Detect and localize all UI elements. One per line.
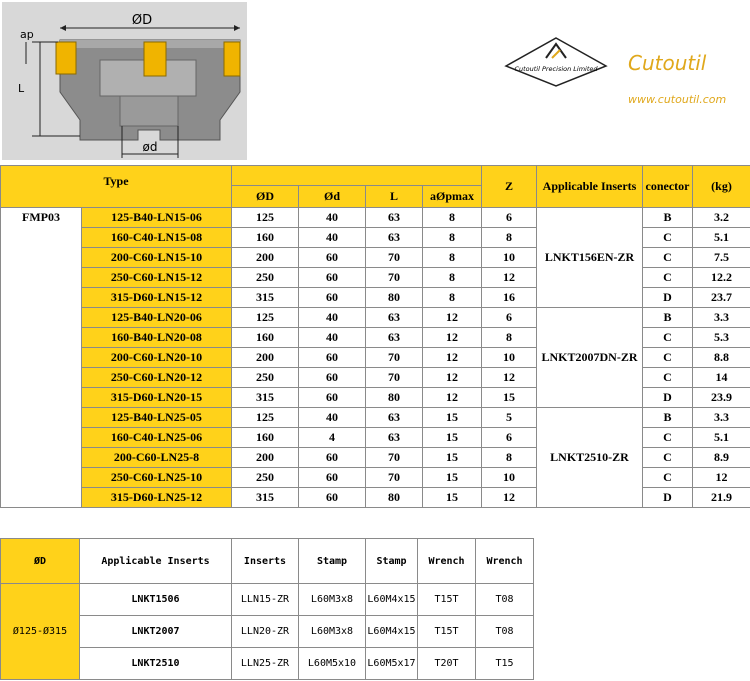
cell-L: 63 (366, 308, 423, 328)
model-cell: 160-B40-LN20-08 (82, 328, 232, 348)
brand-name: Cutoutil (628, 51, 707, 75)
company-logo (500, 36, 612, 88)
cell-d: 40 (299, 208, 366, 228)
model-cell: 160-C40-LN25-06 (82, 428, 232, 448)
cell-stamp1: L60M5x10 (299, 648, 366, 680)
logo-text: Cutoutil Precision Limited (514, 65, 598, 73)
cell-D: 125 (232, 408, 299, 428)
cell-L: 63 (366, 328, 423, 348)
insert-group-cell: LNKT156EN-ZR (537, 208, 643, 308)
spec-table (0, 165, 750, 508)
cell-stamp2: L60M4x15 (366, 584, 418, 616)
connector-cell: C (643, 468, 693, 488)
insert-cell: LNKT2510 (80, 648, 232, 680)
cell-ap: 8 (423, 208, 482, 228)
ins-header-applicable: Applicable Inserts (80, 539, 232, 584)
weight-cell: 3.3 (693, 308, 750, 328)
table-row (1, 648, 534, 680)
cell-L: 70 (366, 368, 423, 388)
insert-cell: LNKT1506 (80, 584, 232, 616)
model-cell: 315-D60-LN20-15 (82, 388, 232, 408)
weight-cell: 14 (693, 368, 750, 388)
cell-D: 250 (232, 268, 299, 288)
cell-Z: 6 (482, 208, 537, 228)
cell-ap: 15 (423, 428, 482, 448)
ins-header-stamp1: Stamp (299, 539, 366, 584)
cell-L: 80 (366, 488, 423, 508)
cell-ap: 15 (423, 488, 482, 508)
cell-Z: 15 (482, 388, 537, 408)
cell-L: 70 (366, 448, 423, 468)
cell-D: 160 (232, 228, 299, 248)
model-cell: 200-C60-LN15-10 (82, 248, 232, 268)
table-row (1, 208, 750, 228)
cell-Z: 6 (482, 428, 537, 448)
connector-cell: D (643, 388, 693, 408)
table-row (1, 584, 534, 616)
cell-ap: 12 (423, 348, 482, 368)
cell-Z: 8 (482, 448, 537, 468)
cell-L: 70 (366, 248, 423, 268)
cell-d: 60 (299, 248, 366, 268)
cell-Z: 8 (482, 328, 537, 348)
cell-d: 40 (299, 408, 366, 428)
model-cell: 160-C40-LN15-08 (82, 228, 232, 248)
weight-header: (kg) (693, 166, 750, 208)
cell-d: 40 (299, 308, 366, 328)
cell-Z: 10 (482, 348, 537, 368)
connector-cell: C (643, 228, 693, 248)
cell-d: 60 (299, 468, 366, 488)
cell-Z: 16 (482, 288, 537, 308)
ins-header-inserts: Inserts (232, 539, 299, 584)
weight-cell: 8.8 (693, 348, 750, 368)
connector-cell: C (643, 348, 693, 368)
model-cell: 125-B40-LN25-05 (82, 408, 232, 428)
model-cell: 200-C60-LN20-10 (82, 348, 232, 368)
range-cell: Ø125-Ø315 (1, 584, 80, 680)
cell-code: LLN25-ZR (232, 648, 299, 680)
cell-d: 60 (299, 268, 366, 288)
cell-Z: 5 (482, 408, 537, 428)
model-cell: 250-C60-LN15-12 (82, 268, 232, 288)
cell-stamp2: L60M5x17 (366, 648, 418, 680)
weight-cell: 8.9 (693, 448, 750, 468)
connector-cell: C (643, 248, 693, 268)
cell-L: 80 (366, 388, 423, 408)
table-row (1, 616, 534, 648)
connector-cell: B (643, 208, 693, 228)
cell-D: 200 (232, 348, 299, 368)
cell-D: 160 (232, 328, 299, 348)
ins-header-D: ØD (1, 539, 80, 584)
weight-cell: 3.2 (693, 208, 750, 228)
cell-code: LLN20-ZR (232, 616, 299, 648)
cell-L: 70 (366, 268, 423, 288)
series-cell: FMP03 (1, 208, 82, 508)
connector-cell: C (643, 368, 693, 388)
ap-label: ap (20, 28, 34, 41)
weight-cell: 23.7 (693, 288, 750, 308)
cell-d: 60 (299, 288, 366, 308)
col-header-L: L (366, 186, 423, 208)
model-cell: 250-C60-LN25-10 (82, 468, 232, 488)
insert-table (0, 538, 534, 680)
cell-D: 250 (232, 368, 299, 388)
cell-Z: 12 (482, 488, 537, 508)
cell-D: 200 (232, 448, 299, 468)
ins-header-wrench2: Wrench (476, 539, 534, 584)
cell-ap: 12 (423, 368, 482, 388)
cell-d: 40 (299, 328, 366, 348)
col-header-d: Ød (299, 186, 366, 208)
model-cell: 315-D60-LN15-12 (82, 288, 232, 308)
cell-d: 4 (299, 428, 366, 448)
cell-L: 63 (366, 428, 423, 448)
connector-cell: B (643, 408, 693, 428)
connector-cell: C (643, 268, 693, 288)
bore-label: ød (142, 140, 158, 154)
milling-cutter-drawing (2, 2, 247, 160)
cell-wrench1: T20T (418, 648, 476, 680)
cell-d: 60 (299, 388, 366, 408)
cell-ap: 8 (423, 248, 482, 268)
model-cell: 200-C60-LN25-8 (82, 448, 232, 468)
cell-D: 160 (232, 428, 299, 448)
cell-code: LLN15-ZR (232, 584, 299, 616)
cell-D: 200 (232, 248, 299, 268)
cell-Z: 8 (482, 228, 537, 248)
insert-group-cell: LNKT2510-ZR (537, 408, 643, 508)
length-label: L (18, 82, 25, 95)
cell-d: 40 (299, 228, 366, 248)
cell-L: 70 (366, 348, 423, 368)
table-row (1, 408, 750, 428)
cell-ap: 8 (423, 288, 482, 308)
col-header-ap: aØpmax (423, 186, 482, 208)
connector-cell: C (643, 448, 693, 468)
cell-ap: 12 (423, 328, 482, 348)
cell-L: 70 (366, 468, 423, 488)
model-cell: 315-D60-LN25-12 (82, 488, 232, 508)
cell-d: 60 (299, 488, 366, 508)
cell-D: 315 (232, 288, 299, 308)
cell-ap: 15 (423, 468, 482, 488)
cell-ap: 8 (423, 268, 482, 288)
cell-wrench2: T15 (476, 648, 534, 680)
cell-ap: 12 (423, 388, 482, 408)
cell-L: 63 (366, 228, 423, 248)
ins-header-wrench1: Wrench (418, 539, 476, 584)
type-header: Type (1, 166, 232, 208)
inserts-header: Applicable Inserts (537, 166, 643, 208)
cell-D: 250 (232, 468, 299, 488)
weight-cell: 5.1 (693, 428, 750, 448)
cell-Z: 10 (482, 248, 537, 268)
cell-Z: 6 (482, 308, 537, 328)
cell-L: 80 (366, 288, 423, 308)
ins-header-stamp2: Stamp (366, 539, 418, 584)
col-header-D: ØD (232, 186, 299, 208)
cell-Z: 12 (482, 368, 537, 388)
insert-cell: LNKT2007 (80, 616, 232, 648)
cell-ap: 12 (423, 308, 482, 328)
weight-cell: 5.3 (693, 328, 750, 348)
cell-L: 63 (366, 408, 423, 428)
cell-stamp2: L60M4x15 (366, 616, 418, 648)
cell-D: 125 (232, 208, 299, 228)
weight-cell: 7.5 (693, 248, 750, 268)
connector-cell: C (643, 428, 693, 448)
weight-cell: 23.9 (693, 388, 750, 408)
cell-D: 315 (232, 388, 299, 408)
weight-cell: 12 (693, 468, 750, 488)
diameter-label: ØD (131, 13, 153, 28)
connector-cell: D (643, 488, 693, 508)
cell-ap: 8 (423, 228, 482, 248)
cell-d: 60 (299, 348, 366, 368)
cell-L: 63 (366, 208, 423, 228)
cell-D: 315 (232, 488, 299, 508)
cell-d: 60 (299, 448, 366, 468)
weight-cell: 12.2 (693, 268, 750, 288)
insert-group-cell: LNKT2007DN-ZR (537, 308, 643, 408)
cell-stamp1: L60M3x8 (299, 616, 366, 648)
cell-wrench2: T08 (476, 584, 534, 616)
cell-wrench2: T08 (476, 616, 534, 648)
cell-wrench1: T15T (418, 616, 476, 648)
weight-cell: 3.3 (693, 408, 750, 428)
connector-cell: B (643, 308, 693, 328)
cell-Z: 12 (482, 268, 537, 288)
connector-cell: D (643, 288, 693, 308)
model-cell: 250-C60-LN20-12 (82, 368, 232, 388)
table-row (1, 308, 750, 328)
col-header-z: Z (482, 166, 537, 208)
model-cell: 125-B40-LN20-06 (82, 308, 232, 328)
connector-header: conector (643, 166, 693, 208)
weight-cell: 21.9 (693, 488, 750, 508)
cell-ap: 15 (423, 448, 482, 468)
cell-D: 125 (232, 308, 299, 328)
weight-cell: 5.1 (693, 228, 750, 248)
cell-d: 60 (299, 368, 366, 388)
cell-Z: 10 (482, 468, 537, 488)
cell-stamp1: L60M3x8 (299, 584, 366, 616)
model-cell: 125-B40-LN15-06 (82, 208, 232, 228)
website-link[interactable]: www.cutoutil.com (628, 93, 727, 106)
cell-wrench1: T15T (418, 584, 476, 616)
connector-cell: C (643, 328, 693, 348)
cell-ap: 15 (423, 408, 482, 428)
